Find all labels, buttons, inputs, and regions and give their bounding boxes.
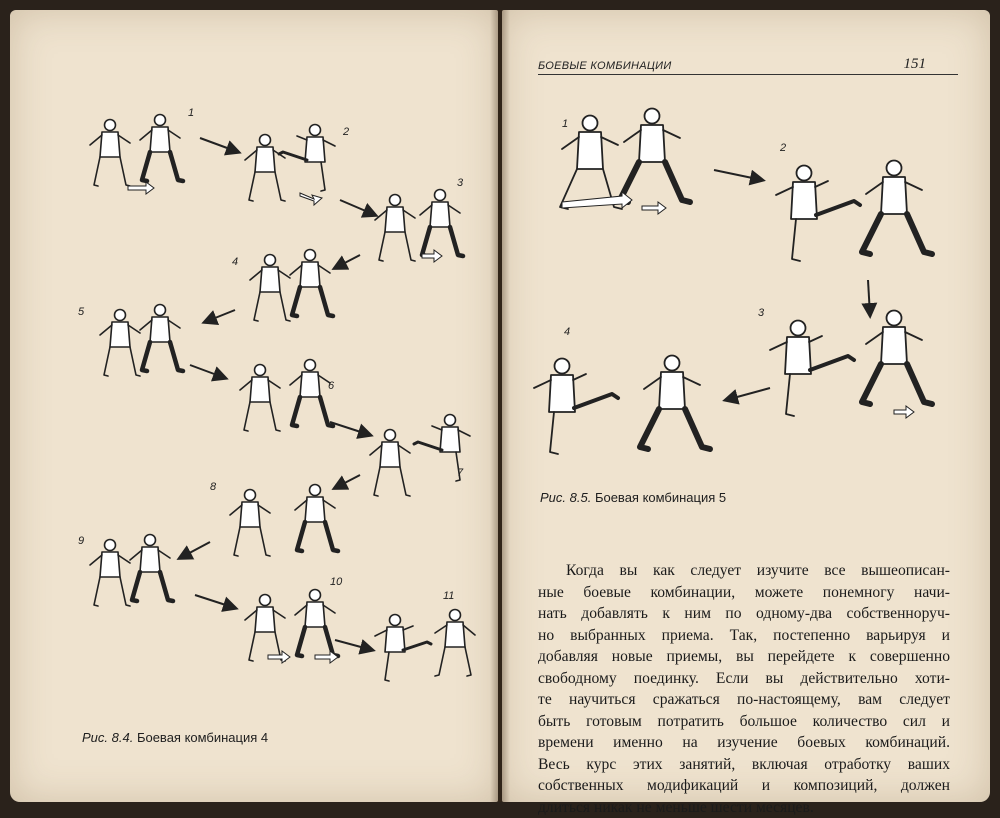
figure-number: 8: [210, 481, 216, 493]
figure-number: 3: [758, 307, 764, 319]
figure-number: 2: [780, 142, 786, 154]
caption-number: Рис. 8.4.: [82, 730, 133, 745]
figure-number: 4: [232, 256, 238, 268]
panel-2: [245, 135, 285, 202]
caption-text: Боевая комбинация 5: [595, 490, 726, 505]
body-line: добавляя новые приемы, вы перейдете к совершенно: [538, 646, 950, 668]
panel-5: [100, 310, 140, 377]
body-line: но выбранных приема. Так, постепенно варьируя и: [538, 625, 950, 647]
panel-4: [534, 359, 618, 455]
panel-8: [230, 490, 270, 557]
right-page: [502, 10, 990, 802]
panel-1: [90, 120, 130, 187]
body-line: Весь курс этих занятий, включая отработку ваших: [538, 754, 950, 776]
page-number: 151: [904, 56, 927, 73]
body-line: Когда вы как следует изучите все вышеописан-: [538, 560, 950, 582]
panel-7: [370, 430, 410, 497]
body-line: нать добавлять к ним по одному-два собственноруч-: [538, 603, 950, 625]
caption-number: Рис. 8.5.: [540, 490, 591, 505]
body-line: быть готовым потратить большое количество сил и: [538, 711, 950, 733]
body-line: собственных модификаций и композиций, должен: [538, 775, 950, 797]
figure-number: 4: [564, 326, 570, 338]
figure-number: 11: [443, 590, 454, 602]
figure-number: 10: [330, 576, 342, 588]
figure-number: 3: [457, 177, 463, 189]
caption-text: Боевая комбинация 4: [137, 730, 268, 745]
body-line: те научиться сражаться по-настоящему, вам следует: [538, 689, 950, 711]
figure-number: 9: [78, 535, 84, 547]
figure-caption: [540, 490, 726, 505]
panel-11: [375, 615, 431, 682]
body-line: ные боевые комбинации, можете понемногу начи-: [538, 582, 950, 604]
body-line: длиться никак не меньше шести месяцев.: [538, 797, 950, 818]
left-page: [10, 10, 498, 802]
figure-number: 1: [188, 107, 194, 119]
panel-10: [245, 595, 285, 662]
figure-caption: [82, 730, 268, 745]
figure-number: 5: [78, 306, 84, 318]
panel-3: [375, 195, 415, 262]
figure-number: 1: [562, 118, 568, 130]
body-line: времени именно на изучение боевых комбинаций.: [538, 732, 950, 754]
body-paragraph: [538, 560, 950, 818]
figure-number: 2: [343, 126, 349, 138]
figure-number: 7: [457, 467, 463, 479]
figure-number: 6: [328, 380, 334, 392]
panel-2: [776, 166, 860, 262]
running-head: БОЕВЫЕ КОМБИНАЦИИ: [538, 60, 958, 75]
panel-3: [770, 321, 854, 417]
panel-9: [90, 540, 130, 607]
figure-8-4: [10, 10, 498, 802]
panel-1: [560, 116, 622, 210]
body-line: свободному поединку. Если вы действительно хоти-: [538, 668, 950, 690]
panel-4: [250, 255, 290, 322]
panel-6: [240, 365, 280, 432]
